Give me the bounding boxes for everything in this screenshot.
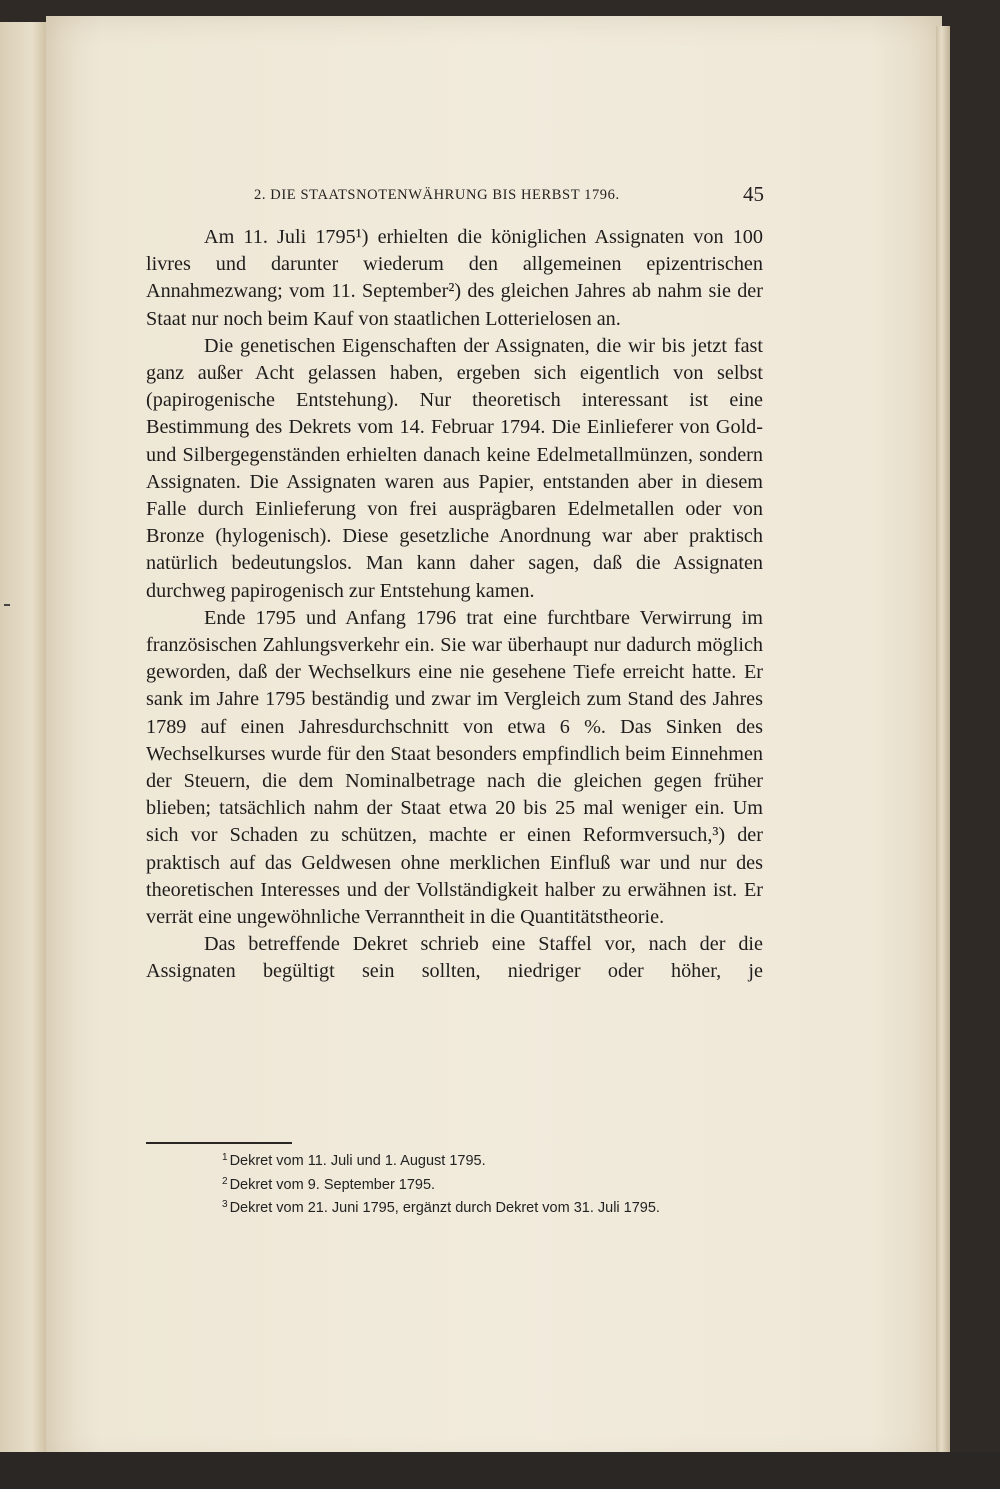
footnote-text: Dekret vom 11. Juli und 1. August 1795. (229, 1153, 486, 1169)
footnote (222, 1195, 782, 1219)
paragraph: Das betreffende Dekret schrieb eine Staffel vor, nach der die Assignaten begültigt sein sollten, niedriger oder höher, je (146, 933, 763, 983)
page-fore-edge (936, 26, 950, 1454)
body-text (146, 224, 763, 986)
footnotes (222, 1148, 782, 1219)
margin-mark (4, 604, 10, 606)
footnote-text: Dekret vom 9. September 1795. (229, 1176, 436, 1193)
paragraph: Am 11. Juli 1795¹) erhielten die königlichen Assignaten von 100 livres und darunter wiederum den allgemeinen epizentrischen Annahmezwang; vom 11. September²) des gleichen Jahres ab nahm sie der Staat nur noch beim Kauf von staatlichen Lotterielosen an. (146, 226, 763, 330)
facing-page-edge (0, 22, 48, 1452)
page-number: 45 (743, 182, 764, 206)
footnote (222, 1148, 782, 1172)
page-header (204, 182, 764, 209)
pencil-underline (146, 1142, 292, 1144)
paragraph: Die genetischen Eigenschaften der Assignaten, die wir bis jetzt fast ganz außer Acht gelassen haben, ergeben sich eigentlich von selbst (papirogenische Entstehung). Nur theoretisch interessant ist eine Bestimmung des Dekrets vom 14. Februar 1794. Die Einlieferer von Gold- und Silbergegenständen erhielten danach keine Edelmetallmünzen, sondern Assignaten. Die Assignaten waren aus Papier, entstanden aber in diesem Falle durch Einlieferung von frei ausprägbaren Edelmetallen oder von Bronze (hylogenisch). Diese gesetzliche Anordnung war aber praktisch natürlich bedeutungslos. Man kann daher sagen, daß die Assignaten durchweg papirogenisch zur Entstehung kamen. (146, 334, 763, 602)
footnote-mark: 1 (222, 1152, 228, 1163)
footnote-mark: 2 (222, 1175, 228, 1187)
footnote-mark: 3 (222, 1199, 228, 1210)
paragraph: Ende 1795 und Anfang 1796 trat eine furchtbare Verwirrung im französischen Zahlungsverkehr ein. Sie war überhaupt nur dadurch möglich geworden, daß der Wechselkurs eine nie gesehene Tiefe erreicht hatte. Er sank im Jahre 1795 beständig und zwar im Vergleich zum Stand des Jahres 1789 auf einen Jahresdurchschnitt von etwa 6 %. Das Sinken des Wechselkurses wurde für den Staat besonders empfindlich beim Einnehmen der Steuern, die dem Nominalbetrage nach die gleichen gegen früher blieben; tatsächlich nahm der Staat etwa 20 bis 25 mal weniger ein. Um sich vor Schaden zu schützen, machte er einen Reformversuch,³) der praktisch auf das Geldwesen ohne merklichen Einfluß war und nur des theoretischen Interesses und der Vollständigkeit halber zu erwähnen ist. Er verrät eine ungewöhnliche Verranntheit in die Quantitätstheorie. (146, 606, 763, 929)
footnote (222, 1172, 782, 1196)
scan-background (0, 1452, 1000, 1489)
running-head: 2. DIE STAATSNOTENWÄHRUNG BIS HERBST 1796. (254, 187, 620, 203)
footnote-text: Dekret vom 21. Juni 1795, ergänzt durch Dekret vom 31. Juli 1795. (229, 1200, 660, 1216)
